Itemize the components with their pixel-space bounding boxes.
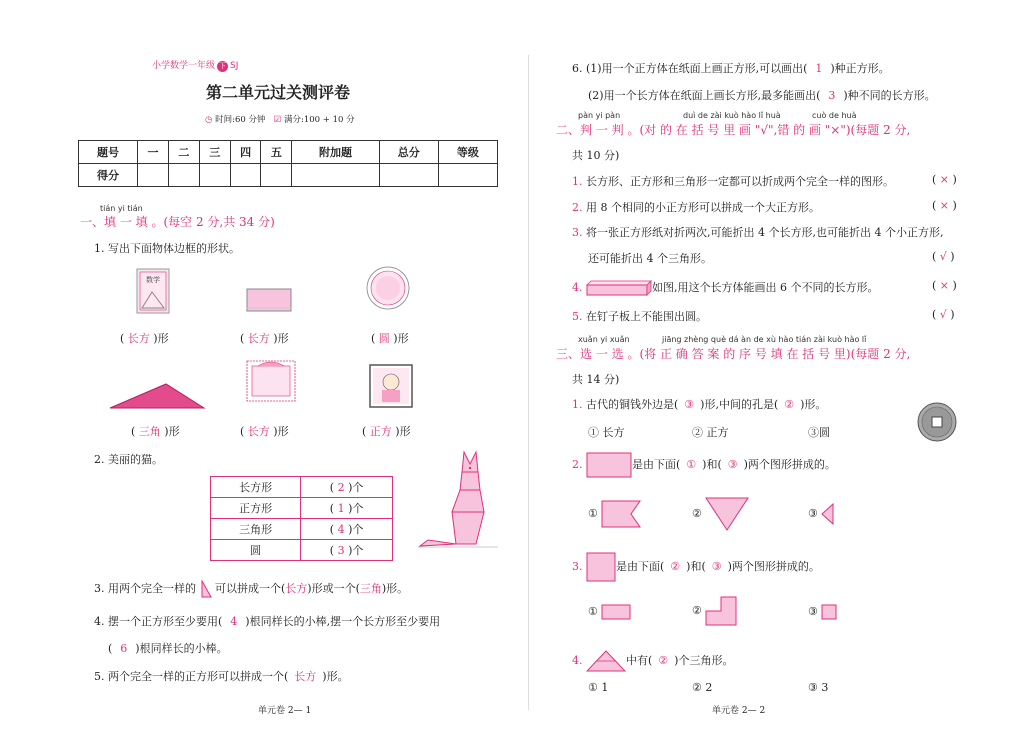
cat-picture [418, 450, 498, 550]
rectangle-shape-icon [586, 452, 632, 478]
choice-q4-opt3: ③ 3 [808, 681, 829, 694]
time-info: ◷ 时间:60 分钟 ☑ 满分:100 + 10 分 [205, 115, 355, 125]
judge-mark-4: ( × ) [932, 279, 957, 292]
judge-mark-3: ( √ ) [932, 250, 955, 263]
q1-answer-6: ( 正方 )形 [362, 425, 411, 438]
s2-title-cont: 共 10 分) [572, 149, 620, 162]
q1-answer-4: ( 三角 )形 [131, 425, 180, 438]
page-title: 第二单元过关测评卷 [206, 83, 351, 102]
choice-q1-opt2: ② 正方 [692, 426, 729, 439]
frame-picture [246, 360, 296, 402]
th: 二 [168, 141, 199, 164]
split-triangle-icon [586, 650, 626, 672]
score-cell[interactable] [168, 164, 199, 187]
choice-q4: 4. 中有( ② )个三角形。 [572, 650, 733, 672]
badge: 下 [219, 62, 227, 70]
judge-item-2: 2. 用 8 个相同的小正方形可以拼成一个大正方形。 [572, 201, 820, 214]
small-triangle-icon [821, 503, 835, 525]
choice-q3: 3. 是由下面( ② )和( ③ )两个图形拼成的。 [572, 552, 820, 582]
inverted-triangle-icon [705, 497, 749, 531]
judge-item-5: 5. 在钉子板上不能围出圆。 [572, 310, 707, 323]
th: 一 [138, 141, 169, 164]
q6-line2: (2)用一个长方体在纸面上画长方形,最多能画出( 3 )种不同的长方形。 [588, 89, 936, 102]
choice-q1-opt3: ③圆 [808, 426, 830, 439]
coin-picture [917, 402, 957, 442]
q6-line1: 6. (1)用一个正方体在纸面上画正方形,可以画出( 1 )种正方形。 [572, 62, 890, 75]
shape-name: 正方形 [211, 498, 301, 519]
score-header-row [79, 141, 498, 164]
score-table [78, 140, 498, 187]
s1-q4-line1: 4. 摆一个正方形至少要用( 4 )根同样长的小棒,摆一个长方形至少要用 [94, 615, 441, 628]
series-label: 小学数学一年级 下 SJ [152, 61, 239, 71]
s2-pinyin-3: cuò de huà [812, 111, 857, 120]
s1-title: 一、填 一 填 。(每空 2 分,共 34 分) [80, 215, 275, 229]
judge-item-3-cont: 还可能折出 4 个三角形。 [588, 252, 712, 265]
s1-q3: 3. 用两个完全一样的 可以拼成一个(长方)形或一个(三角)形。 [94, 580, 408, 598]
footer-left: 单元卷 2— 1 [258, 706, 312, 716]
score-cell[interactable] [230, 164, 261, 187]
judge-item-4: 4. 如图,用这个长方体能画出 6 个不同的长方形。 [572, 281, 879, 294]
judge-item-3: 3. 将一张正方形纸对折两次,可能折出 4 个长方形,也可能折出 4 个小正方形, [572, 226, 944, 239]
choice-q1: 1. 古代的铜钱外边是( ③ )形,中间的孔是( ② )形。 [572, 398, 827, 411]
photo-picture [369, 364, 413, 408]
cat-count-table [210, 476, 393, 561]
table-row [211, 519, 393, 540]
shape-name: 长方形 [211, 477, 301, 498]
s3-pinyin-1: xuǎn yi xuǎn [578, 335, 630, 344]
choice-q4-opt1: ① 1 [588, 681, 609, 694]
s1-q4-line2: ( 6 )根同样长的小棒。 [108, 642, 228, 655]
score-cell[interactable] [199, 164, 230, 187]
th: 附加题 [292, 141, 379, 164]
th: 四 [230, 141, 261, 164]
thin-rectangle-icon [601, 604, 631, 620]
q1-answer-1: ( 长方 )形 [120, 332, 169, 345]
count-cell: ( 2 )个 [301, 477, 393, 498]
score-cell[interactable] [138, 164, 169, 187]
choice-q2-opt3: ③ [808, 503, 835, 525]
s1-q2: 2. 美丽的猫。 [94, 453, 163, 466]
s3-title-cont: 共 14 分) [572, 373, 620, 386]
th: 总分 [379, 141, 438, 164]
score-row-label: 得分 [79, 164, 138, 187]
score-cell[interactable] [261, 164, 292, 187]
count-cell: ( 1 )个 [301, 498, 393, 519]
s1-q5: 5. 两个完全一样的正方形可以拼成一个( 长方 )形。 [94, 670, 349, 683]
choice-q2: 2. 是由下面( ① )和( ③ )两个图形拼成的。 [572, 452, 836, 478]
table-row [211, 498, 393, 519]
triangle-picture [108, 382, 206, 410]
footer-right: 单元卷 2— 2 [712, 706, 766, 716]
small-square-icon [821, 604, 837, 620]
book-label: 数学 [146, 276, 160, 284]
judge-mark-1: ( × ) [932, 173, 957, 186]
table-row [211, 477, 393, 498]
l-shape-icon [705, 596, 737, 626]
s1-q1: 1. 写出下面物体边框的形状。 [94, 242, 240, 255]
choice-q3-opt3: ③ [808, 604, 837, 620]
q1-answer-2: ( 长方 )形 [240, 332, 289, 345]
right-triangle-icon [200, 580, 212, 598]
plate-picture [366, 266, 410, 310]
clock-icon: ◷ [205, 115, 213, 125]
check-icon: ☑ [273, 115, 282, 125]
s2-pinyin-1: pàn yi pàn [578, 111, 621, 120]
choice-q3-opt2: ② [692, 596, 737, 626]
q1-answer-3: ( 圆 )形 [371, 332, 409, 345]
q1-answer-5: ( 长方 )形 [240, 425, 289, 438]
choice-q3-opt1: ① [588, 604, 631, 620]
count-cell: ( 4 )个 [301, 519, 393, 540]
judge-mark-5: ( √ ) [932, 308, 955, 321]
notched-shape-icon [601, 500, 641, 528]
judge-mark-2: ( × ) [932, 199, 957, 212]
score-cell[interactable] [292, 164, 379, 187]
th: 三 [199, 141, 230, 164]
s2-title: 二、判 一 判 。(对 的 在 括 号 里 画 "√",错 的 画 "×")(每题 2 分, [556, 123, 911, 137]
choice-q2-opt1: ① [588, 500, 641, 528]
cuboid-icon [586, 280, 652, 296]
th: 题号 [79, 141, 138, 164]
th: 五 [261, 141, 292, 164]
choice-q2-opt2: ② [692, 497, 749, 531]
book-picture [136, 268, 170, 314]
s1-pinyin: tián yi tián [100, 204, 143, 213]
shape-name: 圆 [211, 540, 301, 561]
eraser-picture [246, 288, 292, 312]
s3-title: 三、选 一 选 。(将 正 确 答 案 的 序 号 填 在 括 号 里)(每题 2 分, [556, 347, 911, 361]
score-row [79, 164, 498, 187]
shape-name: 三角形 [211, 519, 301, 540]
page-divider [528, 55, 529, 710]
count-cell: ( 3 )个 [301, 540, 393, 561]
choice-q1-opt1: ① 长方 [588, 426, 625, 439]
score-cell[interactable] [379, 164, 438, 187]
s2-pinyin-2: duì de zài kuò hào lǐ huà [683, 111, 781, 120]
choice-q4-opt2: ② 2 [692, 681, 713, 694]
score-cell[interactable] [438, 164, 497, 187]
table-row [211, 540, 393, 561]
th: 等级 [438, 141, 497, 164]
square-shape-icon [586, 552, 616, 582]
s3-pinyin-2: jiāng zhèng què dá àn de xù hào tián zài kuò hào lǐ [662, 335, 867, 344]
judge-item-1: 1. 长方形、正方形和三角形一定都可以折成两个完全一样的图形。 [572, 175, 894, 188]
